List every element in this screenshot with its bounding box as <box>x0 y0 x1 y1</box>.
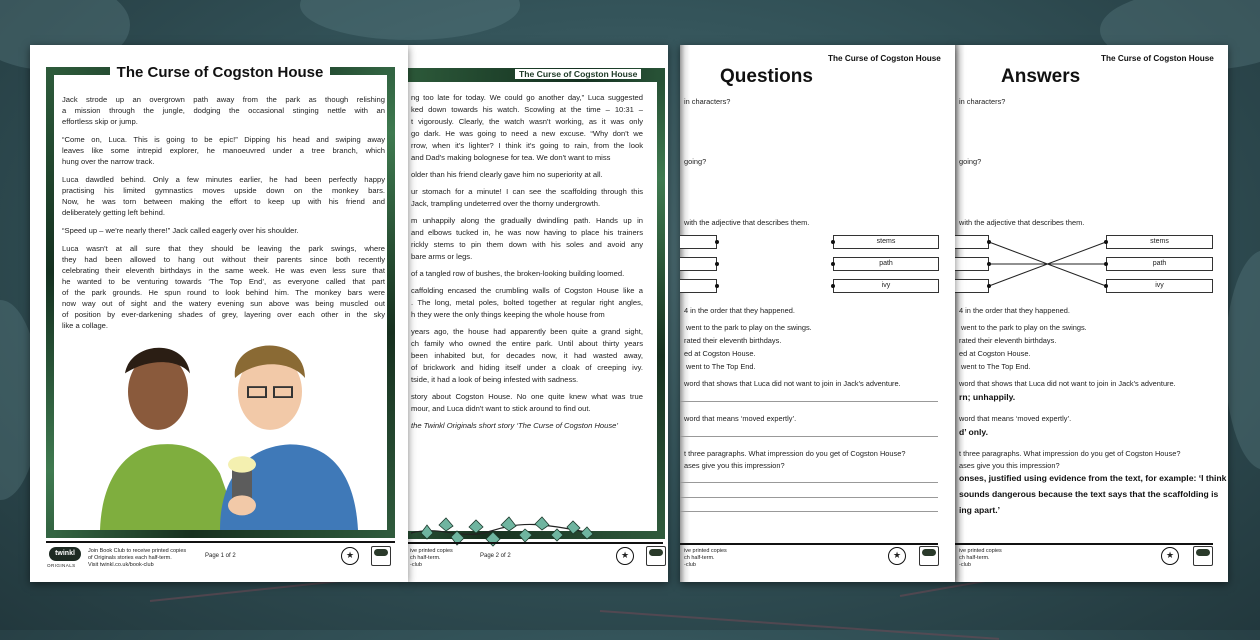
order-item: rated their eleventh birthdays. <box>684 336 782 345</box>
match-dot <box>715 262 719 266</box>
match-box-right: stems <box>833 235 939 249</box>
paragraph <box>411 326 643 386</box>
paragraph <box>62 94 385 127</box>
paragraph <box>62 243 385 331</box>
twinkl-originals-logo: twinkl <box>49 547 81 561</box>
paragraph <box>62 134 385 167</box>
text-line: ng too late for today. We could go another day,” Luca suggested <box>411 93 643 102</box>
star-icon: ★ <box>888 547 906 565</box>
text-line: “Speed up – we're nearly there!” Jack called eagerly over his shoulder. <box>62 226 299 235</box>
question-1: in characters? <box>959 97 1006 106</box>
match-box-left <box>955 257 989 271</box>
match-dot <box>987 262 991 266</box>
question-1: in characters? <box>684 97 731 106</box>
text-line: and Dad's making bolognese for tea. We don't want to miss <box>411 153 611 162</box>
paragraph <box>62 225 385 236</box>
text-line: “Come on, Luca. This is going to be epic!” Dipping his head and swiping away <box>62 135 385 144</box>
text-line: effortless skip or jump. <box>62 117 138 126</box>
match-dot <box>1104 284 1108 288</box>
star-icon: ★ <box>616 547 634 565</box>
question-6: word that means ‘moved expertly’. <box>959 414 1072 423</box>
paragraph <box>411 186 643 210</box>
question-6: word that means ‘moved expertly’. <box>684 414 797 423</box>
text-line: go dark. He was going to need a new excuse. “Why don't we <box>411 129 643 138</box>
question-5: word that shows that Luca did not want to join in Jack's adventure. <box>684 379 901 388</box>
text-line: practising his limited gymnastics moves upside down on the monkey bars. <box>62 186 385 195</box>
match-box-left <box>680 257 717 271</box>
paragraph <box>411 285 643 321</box>
order-item: went to The Top End. <box>961 362 1031 371</box>
page-header: The Curse of Cogston House <box>515 69 641 79</box>
text-line: deliberately getting left behind. <box>62 208 166 217</box>
text-line: ked down towards his watch. Scowling at the time – 10:31 – <box>411 105 643 114</box>
text-line: hung over the narrow track. <box>62 157 155 166</box>
page-number: Page 2 of 2 <box>480 553 511 559</box>
order-item: went to the park to play on the swings. <box>686 323 812 332</box>
text-line: Jack, trampling undeterred over the thorny undergrowth. <box>411 199 601 208</box>
order-item: went to The Top End. <box>686 362 756 371</box>
answer-line <box>680 497 938 498</box>
twig-decoration <box>600 610 999 640</box>
story-text <box>411 92 643 432</box>
text-line: and elbows tucked in, he was now having to place his trainers <box>411 228 643 237</box>
match-box-left <box>680 279 717 293</box>
paragraph <box>411 268 643 280</box>
order-item: rated their eleventh birthdays. <box>959 336 1057 345</box>
text-line: tside, it had a look of being infested with sadness. <box>411 375 579 384</box>
footer-divider <box>955 543 1213 545</box>
question-3: with the adjective that describes them. <box>959 218 1085 227</box>
match-box-left <box>680 235 717 249</box>
question-5: word that shows that Luca did not want to join in Jack's adventure. <box>959 379 1176 388</box>
star-icon: ★ <box>1161 547 1179 565</box>
text-line: . The long, metal poles, bolted together at regular right angles, <box>411 298 643 307</box>
answers-page <box>955 45 1228 582</box>
page-number: Page 1 of 2 <box>205 553 236 559</box>
footer-text: ive printed copies ch half-term. -club <box>684 548 727 568</box>
order-item: went to the park to play on the swings. <box>961 323 1087 332</box>
twinkl-checked-logo <box>1193 546 1213 566</box>
answer-line <box>680 436 938 437</box>
source-credit: the Twinkl Originals short story ‘The Curse of Cogston House’ <box>411 421 619 430</box>
question-2: going? <box>959 157 982 166</box>
footer-text: ive printed copies ch half-term. -club <box>410 548 453 568</box>
page-header: The Curse of Cogston House <box>1101 54 1214 63</box>
story-title: The Curse of Cogston House <box>110 64 330 81</box>
order-item: ed at Cogston House. <box>684 349 756 358</box>
answer-6: d’ only. <box>959 427 988 437</box>
text-line: story about Cogston House. No one quite knew what was true <box>411 392 643 401</box>
question-4: 4 in the order that they happened. <box>959 306 1070 315</box>
text-line: rickly stems to pin them down with his soles and avoid any <box>411 240 643 249</box>
question-7: t three paragraphs. What impression do you get of Cogston House? <box>959 449 1181 458</box>
text-line: ur stomach for a minute! I can see the scaffolding through this <box>411 187 643 196</box>
question-4: 4 in the order that they happened. <box>684 306 795 315</box>
star-icon: ★ <box>341 547 359 565</box>
text-line: Luca wasn't at all sure that they should be leaving the park swings, where <box>62 244 385 253</box>
answer-line <box>680 511 938 512</box>
text-line: of position by ever-darkening shades of grey, layering over each other in the sky <box>62 310 385 319</box>
footer-text: ive printed copies ch half-term. -club <box>959 548 1002 568</box>
logo-subtitle: ORIGINALS <box>47 563 76 568</box>
answer-5: rn; unhappily. <box>959 392 1016 402</box>
question-7: ases give you this impression? <box>959 461 1060 470</box>
text-line: t vigorously. Clearly, the watch wasn't working, as it was only <box>411 117 643 126</box>
twinkl-checked-logo <box>371 546 391 566</box>
text-line: Jack strode up an overgrown path away from the park as though relishing <box>62 95 385 104</box>
match-dot <box>987 240 991 244</box>
leaf-decoration <box>1225 250 1260 470</box>
match-dot <box>831 240 835 244</box>
match-box-right: path <box>1106 257 1213 271</box>
text-line: now way out of sight and the watery evening sun above was being muscled out <box>62 299 385 308</box>
footer-divider <box>680 543 938 545</box>
questions-page <box>680 45 955 582</box>
footer-divider <box>408 542 663 544</box>
text-line: Now, he was torn between making the effort to keep up with his friend and <box>62 197 385 206</box>
page-title: Questions <box>720 66 813 87</box>
text-line: been inhabited but, for decades now, it had wasted away, <box>411 351 643 360</box>
text-line: leaves like some intrepid explorer, he manoeuvred under a tree branch, which <box>62 146 385 155</box>
order-item: ed at Cogston House. <box>959 349 1031 358</box>
match-dot <box>987 284 991 288</box>
match-box-right: path <box>833 257 939 271</box>
match-dot <box>1104 240 1108 244</box>
match-dot <box>1104 262 1108 266</box>
story-text <box>62 94 385 338</box>
answer-7: ing apart.’ <box>959 505 1001 515</box>
text-line: rrow, when it's lighter? I think it's going to rain, from the look <box>411 141 643 150</box>
text-line: of the park grounds. He spun round to look behind him. The monkey bars were <box>62 288 385 297</box>
answer-line <box>680 401 938 402</box>
question-3: with the adjective that describes them. <box>684 218 810 227</box>
match-box-left <box>955 235 989 249</box>
match-dot <box>715 240 719 244</box>
text-line: of a tangled row of bushes, the broken-looking building loomed. <box>411 269 625 278</box>
match-dot <box>715 284 719 288</box>
text-line: years ago, the house had apparently been quite a grand sight, <box>411 327 643 336</box>
match-box-right: stems <box>1106 235 1213 249</box>
text-line: older than his friend clearly gave him no superiority at all. <box>411 170 603 179</box>
text-line: m unhappily along the gradually dwindling path. Hands up in <box>411 216 643 225</box>
text-line: celebrating their eleventh birthdays in the same week. He was even less sure that <box>62 266 385 275</box>
leaf-decoration <box>300 0 520 40</box>
answer-line <box>680 482 938 483</box>
question-7: t three paragraphs. What impression do you get of Cogston House? <box>684 449 906 458</box>
text-line: mour, and Luca didn't want to stick around to find out. <box>411 404 591 413</box>
text-line: they had been allowed to hang out without their parents since both recently <box>62 255 385 264</box>
answer-7: onses, justified using evidence from the text, for example: ‘I think <box>959 473 1227 483</box>
footer-divider <box>46 541 395 543</box>
match-box-left <box>955 279 989 293</box>
text-line: h they were the only things keeping the whole house from <box>411 310 605 319</box>
match-dot <box>831 262 835 266</box>
paragraph <box>411 391 643 415</box>
paragraph <box>411 215 643 263</box>
answer-7: sounds dangerous because the text says that the scaffolding is <box>959 489 1219 499</box>
story-page-2 <box>408 45 668 582</box>
text-line: of brickwork and hiding itself under a cloak of creeping ivy. <box>411 363 643 372</box>
text-line: Luca dawdled behind. Only a few minutes earlier, he had been perfectly happy <box>62 175 385 184</box>
page-header: The Curse of Cogston House <box>828 54 941 63</box>
story-page-1 <box>30 45 408 582</box>
twinkl-checked-logo <box>646 546 666 566</box>
page-title: Answers <box>1001 66 1081 87</box>
text-line: ch family who owned the entire park. Until about thirty years <box>411 339 643 348</box>
match-dot <box>831 284 835 288</box>
paragraph <box>62 174 385 218</box>
match-box-right: ivy <box>833 279 939 293</box>
text-line: caffolding encased the crumbling walls of Cogston House like a <box>411 286 643 295</box>
book-club-text: Join Book Club to receive printed copies of Originals stories each half-term. Visit twinkl.co.uk/book-club <box>88 548 187 568</box>
twinkl-checked-logo <box>919 546 939 566</box>
paragraph <box>411 169 643 181</box>
text-line: he wanted to be venturing towards ‘The Top End’, as everyone called that part <box>62 277 385 286</box>
question-2: going? <box>684 157 707 166</box>
question-7: ases give you this impression? <box>684 461 785 470</box>
paragraph <box>411 92 643 164</box>
text-line: bare arms or legs. <box>411 252 473 261</box>
text-line: a mission through the jungle, dodging the occasional stinging nettle with an <box>62 106 385 115</box>
text-line: like a collage. <box>62 321 109 330</box>
match-box-right: ivy <box>1106 279 1213 293</box>
boys-illustration <box>90 337 380 530</box>
